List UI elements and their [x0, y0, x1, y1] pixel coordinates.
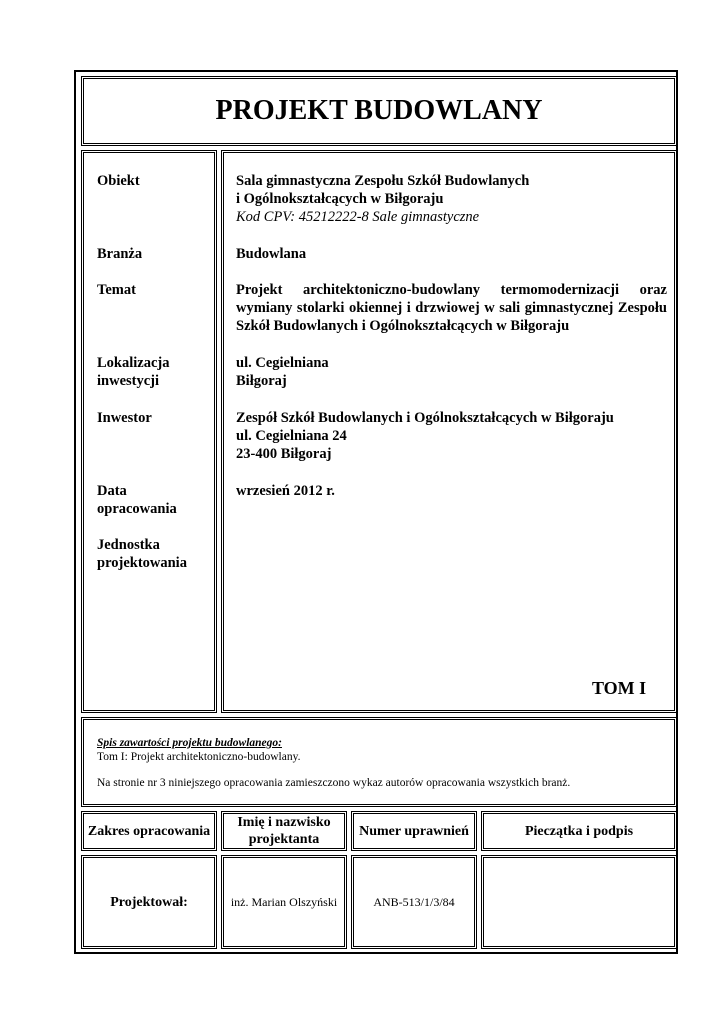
designer-name-text: inż. Marian Olszyński	[230, 894, 338, 909]
license-number-text: ANB-513/1/3/84	[373, 894, 455, 909]
header-pieczatka	[481, 811, 677, 851]
label-inwestor: Inwestor	[97, 410, 152, 426]
label-data-2: opracowania	[97, 501, 177, 517]
value-lokalizacja-line2: Biłgoraj	[236, 373, 287, 389]
value-inwestor-line2: ul. Cegielniana 24	[236, 428, 347, 444]
header-numer	[351, 811, 477, 851]
label-obiekt: Obiekt	[97, 173, 140, 189]
header-imie	[221, 811, 347, 851]
label-lokalizacja-2: inwestycji	[97, 373, 160, 389]
cell-license-number	[351, 855, 477, 949]
label-data-1: Data	[97, 483, 127, 499]
header-zakres-text: Zakres opracowania	[87, 823, 211, 839]
cell-designer-name	[221, 855, 347, 949]
value-data: wrzesień 2012 r.	[236, 483, 335, 499]
cell-role	[81, 855, 217, 949]
header-zakres	[81, 811, 217, 851]
contents-line2: Na stronie nr 3 niniejszego opracowania zamieszczono wykaz autorów opracowania wszystkich branż.	[97, 777, 571, 789]
label-jednostka-2: projektowania	[97, 555, 187, 571]
value-inwestor-line1: Zespół Szkół Budowlanych i Ogólnokształcących w Biłgoraju	[236, 410, 614, 426]
cell-stamp-signature	[481, 855, 677, 949]
value-obiekt-line1: Sala gimnastyczna Zespołu Szkół Budowlanych	[236, 173, 530, 189]
value-lokalizacja-line1: ul. Cegielniana	[236, 355, 329, 371]
contents-line1: Tom I: Projekt architektoniczno-budowlany.	[97, 751, 301, 763]
header-numer-text: Numer uprawnień	[359, 823, 469, 839]
value-temat: Projekt architektoniczno-budowlany termomodernizacji oraz wymiany stolarki okiennej i drzwiowej w sali gimnastycznej Zespołu Szkół Budowlanych i Ogólnokształcących w Biłgoraju	[236, 282, 667, 334]
label-jednostka-1: Jednostka	[97, 537, 160, 553]
label-branza: Branża	[97, 246, 143, 262]
header-imie-text: Imię i nazwisko projektanta	[237, 815, 331, 847]
label-lokalizacja-1: Lokalizacja	[97, 355, 170, 371]
labels-column	[81, 150, 217, 713]
value-obiekt-line2: i Ogólnokształcących w Biłgoraju	[236, 191, 444, 207]
value-obiekt-cpv: Kod CPV: 45212222-8 Sale gimnastyczne	[236, 209, 480, 225]
label-temat: Temat	[97, 282, 136, 298]
document-title: PROJEKT BUDOWLANY	[81, 76, 677, 146]
value-inwestor-line3: 23-400 Biłgoraj	[236, 446, 332, 462]
role-text: Projektował:	[110, 894, 188, 910]
header-pieczatka-text: Pieczątka i podpis	[524, 823, 634, 839]
volume-label: TOM I	[592, 678, 647, 698]
contents-heading: Spis zawartości projektu budowlanego:	[97, 737, 282, 749]
value-branza: Budowlana	[236, 246, 307, 262]
